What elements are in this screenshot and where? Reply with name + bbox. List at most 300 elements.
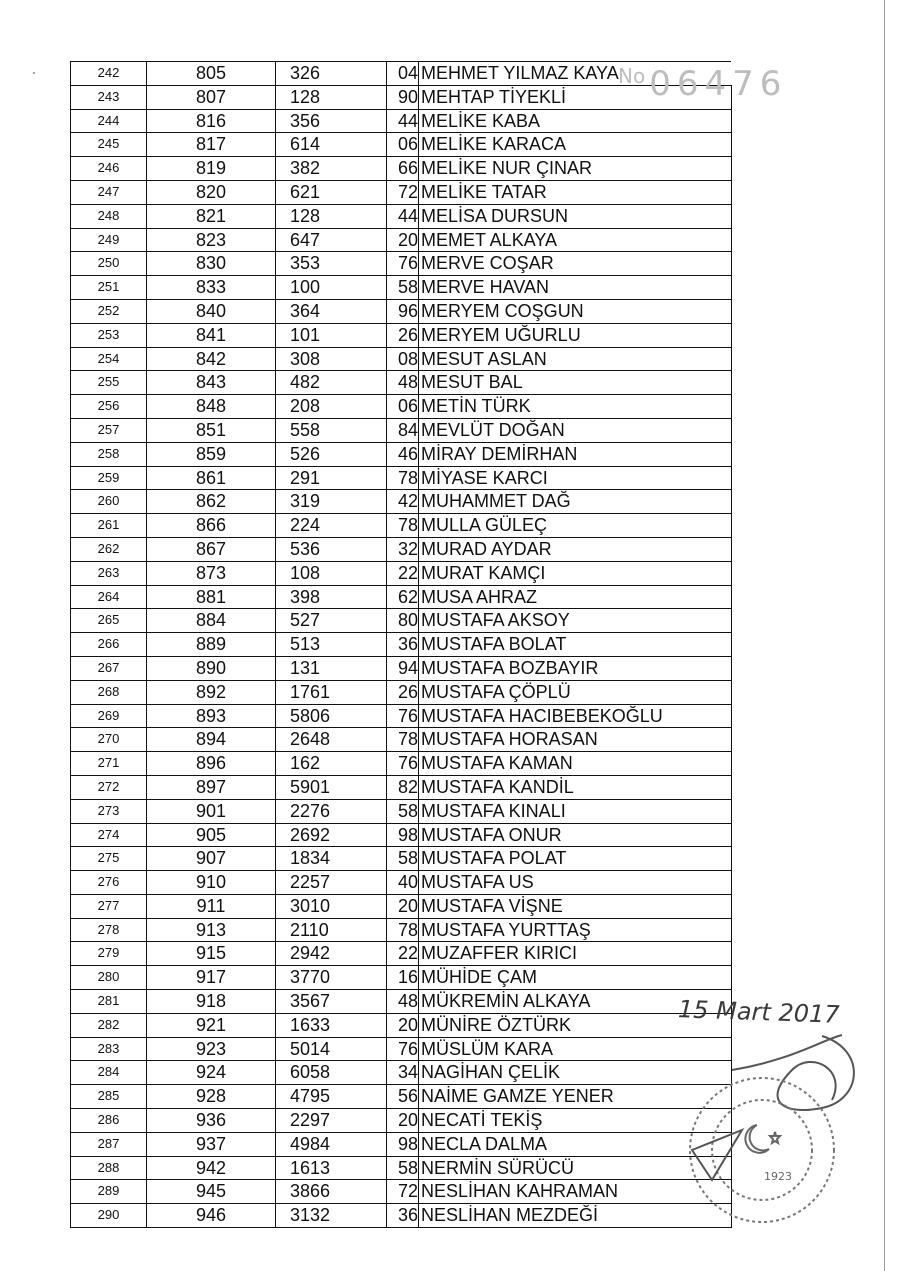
row-name-cell (392, 347, 731, 371)
table-row (71, 1156, 732, 1180)
table-row (71, 1180, 732, 1204)
row-name-cell (392, 323, 731, 347)
id-fragment-text: 2110 (290, 919, 329, 940)
id-tail: 44 (392, 205, 419, 228)
id-tail: 20 (392, 1109, 419, 1132)
row-index: 249 (71, 228, 147, 252)
row-id-fragment (276, 85, 387, 109)
id-fragment-text: 5806 (290, 705, 331, 726)
id-tail: 72 (392, 181, 419, 204)
row-number: 923 (147, 1037, 276, 1061)
row-id-fragment (276, 442, 387, 466)
row-index: 280 (71, 966, 147, 990)
row-name-cell (392, 514, 731, 538)
table-row (71, 847, 732, 871)
row-id-fragment (276, 180, 387, 204)
row-number: 823 (147, 228, 276, 252)
row-number: 896 (147, 752, 276, 776)
row-number: 936 (147, 1109, 276, 1133)
table-row (71, 323, 732, 347)
id-fragment-text: 291 (290, 467, 321, 488)
person-name: MERYEM UĞURLU (421, 324, 581, 345)
name-list-table (70, 61, 732, 1228)
row-index: 254 (71, 347, 147, 371)
row-name-cell (392, 966, 731, 990)
id-fragment-text: 2692 (290, 824, 331, 845)
row-number: 830 (147, 252, 276, 276)
row-index: 279 (71, 942, 147, 966)
id-tail: 22 (392, 942, 419, 965)
person-name: MURAT KAMÇI (421, 562, 546, 583)
row-index: 264 (71, 585, 147, 609)
id-tail: 62 (392, 586, 419, 609)
id-tail: 04 (392, 62, 419, 85)
person-name: MÜHİDE ÇAM (421, 967, 537, 988)
row-id-fragment (276, 728, 387, 752)
table-row (71, 204, 732, 228)
id-fragment-text: 3132 (290, 1205, 331, 1226)
row-number: 866 (147, 514, 276, 538)
person-name: MUSTAFA AKSOY (421, 610, 570, 631)
id-tail: 40 (392, 871, 419, 894)
id-fragment-text: 2297 (290, 1110, 331, 1131)
id-tail: 76 (392, 252, 419, 275)
row-name-cell (392, 823, 731, 847)
table-row (71, 442, 732, 466)
row-id-fragment (276, 966, 387, 990)
person-name: MELİKE NUR ÇINAR (421, 158, 593, 179)
row-number: 901 (147, 799, 276, 823)
id-fragment-text: 2942 (290, 943, 331, 964)
table-row (71, 228, 732, 252)
id-fragment-text: 2276 (290, 800, 331, 821)
row-number: 918 (147, 990, 276, 1014)
id-fragment-text: 614 (290, 134, 321, 155)
row-index: 242 (71, 62, 147, 86)
row-id-fragment (276, 395, 387, 419)
person-name: MESUT ASLAN (421, 348, 547, 369)
row-name-cell (392, 466, 731, 490)
id-tail: 58 (392, 847, 419, 870)
id-fragment-text: 5014 (290, 1038, 331, 1059)
table-row (71, 942, 732, 966)
table-row (71, 466, 732, 490)
id-fragment-text: 1633 (290, 1014, 331, 1035)
row-name-cell (392, 276, 731, 300)
row-index: 290 (71, 1204, 147, 1228)
row-number: 884 (147, 609, 276, 633)
row-name-cell (392, 180, 731, 204)
person-name: NERMİN SÜRÜCÜ (421, 1157, 574, 1178)
scan-speck (33, 72, 35, 74)
id-tail: 26 (392, 681, 419, 704)
table-row (71, 561, 732, 585)
row-number: 894 (147, 728, 276, 752)
row-number: 840 (147, 299, 276, 323)
id-fragment-text: 526 (290, 443, 321, 464)
row-index: 272 (71, 775, 147, 799)
table-row (71, 823, 732, 847)
id-fragment-text: 208 (290, 396, 321, 417)
id-fragment-text: 5901 (290, 776, 331, 797)
row-id-fragment (276, 823, 387, 847)
person-name: MUSTAFA ONUR (421, 824, 562, 845)
row-id-fragment (276, 157, 387, 181)
row-name-cell (392, 585, 731, 609)
table-row (71, 1204, 732, 1228)
row-name-cell (392, 537, 731, 561)
person-name: MUSTAFA KINALI (421, 800, 566, 821)
row-index: 258 (71, 442, 147, 466)
row-number: 911 (147, 894, 276, 918)
person-name: MUSA AHRAZ (421, 586, 538, 607)
id-fragment-text: 100 (290, 277, 321, 298)
table-row (71, 109, 732, 133)
row-id-fragment (276, 371, 387, 395)
id-fragment-text: 3567 (290, 991, 331, 1012)
id-fragment-text: 1613 (290, 1157, 331, 1178)
table-row (71, 966, 732, 990)
id-tail: 82 (392, 776, 419, 799)
row-index: 262 (71, 537, 147, 561)
person-name: MUHAMMET DAĞ (421, 491, 571, 512)
row-index: 289 (71, 1180, 147, 1204)
notary-seal (672, 1030, 872, 1230)
row-number: 893 (147, 704, 276, 728)
row-index: 252 (71, 299, 147, 323)
id-tail: 58 (392, 800, 419, 823)
id-tail: 80 (392, 609, 419, 632)
row-index: 251 (71, 276, 147, 300)
id-fragment-text: 326 (290, 63, 321, 83)
id-fragment-text: 131 (290, 657, 321, 678)
table-row (71, 894, 732, 918)
row-id-fragment (276, 561, 387, 585)
serial-prefix: No (618, 64, 646, 88)
table-row (71, 1085, 732, 1109)
id-fragment-text: 513 (290, 634, 321, 655)
row-number: 946 (147, 1204, 276, 1228)
id-tail: 48 (392, 990, 419, 1013)
table-row (71, 1013, 732, 1037)
row-id-fragment (276, 775, 387, 799)
row-id-fragment (276, 418, 387, 442)
id-tail: 76 (392, 705, 419, 728)
id-fragment-text: 4984 (290, 1133, 331, 1154)
row-id-fragment (276, 752, 387, 776)
row-index: 243 (71, 85, 147, 109)
table-row (71, 680, 732, 704)
person-name: MELİSA DURSUN (421, 205, 569, 226)
id-fragment-text: 319 (290, 491, 321, 512)
row-index: 247 (71, 180, 147, 204)
person-name: MERVE COŞAR (421, 253, 554, 274)
row-id-fragment (276, 1180, 387, 1204)
table-row (71, 299, 732, 323)
person-name: METİN TÜRK (421, 396, 531, 417)
row-name-cell (392, 299, 731, 323)
table-row (71, 609, 732, 633)
row-name-cell (392, 371, 731, 395)
person-name: NESLİHAN KAHRAMAN (421, 1181, 619, 1202)
row-index: 259 (71, 466, 147, 490)
row-number: 859 (147, 442, 276, 466)
row-name-cell (392, 157, 731, 181)
id-fragment-text: 356 (290, 110, 321, 131)
row-name-cell (392, 204, 731, 228)
id-tail: 08 (392, 348, 419, 371)
table-row (71, 656, 732, 680)
table-row (71, 752, 732, 776)
person-name: MUSTAFA POLAT (421, 848, 567, 869)
table-row (71, 490, 732, 514)
row-id-fragment (276, 490, 387, 514)
id-fragment-text: 162 (290, 753, 321, 774)
id-tail: 78 (392, 467, 419, 490)
id-tail: 90 (392, 86, 419, 109)
id-fragment-text: 482 (290, 372, 321, 393)
row-number: 905 (147, 823, 276, 847)
id-fragment-text: 647 (290, 229, 321, 250)
row-number: 937 (147, 1132, 276, 1156)
row-index: 286 (71, 1109, 147, 1133)
row-id-fragment (276, 228, 387, 252)
person-name: MELİKE KABA (421, 110, 541, 131)
row-number: 873 (147, 561, 276, 585)
row-number: 917 (147, 966, 276, 990)
table-row (71, 514, 732, 538)
row-id-fragment (276, 276, 387, 300)
id-tail: 36 (392, 1204, 419, 1227)
row-id-fragment (276, 871, 387, 895)
id-fragment-text: 128 (290, 205, 321, 226)
row-index: 256 (71, 395, 147, 419)
table-row (71, 1132, 732, 1156)
row-name-cell (392, 133, 731, 157)
row-name-cell (392, 942, 731, 966)
row-number: 843 (147, 371, 276, 395)
row-number: 833 (147, 276, 276, 300)
id-fragment-text: 128 (290, 86, 321, 107)
person-name: NAGİHAN ÇELİK (421, 1062, 561, 1083)
row-number: 816 (147, 109, 276, 133)
row-name-cell (392, 109, 731, 133)
table-row (71, 1109, 732, 1133)
name-list-body (71, 62, 732, 1228)
row-id-fragment (276, 633, 387, 657)
row-index: 260 (71, 490, 147, 514)
row-index: 267 (71, 656, 147, 680)
table-row (71, 585, 732, 609)
id-tail: 06 (392, 133, 419, 156)
row-id-fragment (276, 347, 387, 371)
row-number: 942 (147, 1156, 276, 1180)
row-number: 867 (147, 537, 276, 561)
id-tail: 78 (392, 728, 419, 751)
table-row (71, 347, 732, 371)
person-name: MEHTAP TİYEKLİ (421, 86, 567, 107)
serial-number: 06476 (649, 64, 788, 104)
row-index: 257 (71, 418, 147, 442)
row-id-fragment (276, 847, 387, 871)
row-index: 253 (71, 323, 147, 347)
row-id-fragment (276, 133, 387, 157)
row-number: 907 (147, 847, 276, 871)
id-tail: 26 (392, 324, 419, 347)
id-fragment-text: 3866 (290, 1181, 331, 1202)
person-name: MUSTAFA HORASAN (421, 729, 598, 750)
id-tail: 96 (392, 300, 419, 323)
row-index: 277 (71, 894, 147, 918)
id-tail: 46 (392, 443, 419, 466)
row-id-fragment (276, 1204, 387, 1228)
row-index: 263 (71, 561, 147, 585)
row-id-fragment (276, 942, 387, 966)
row-index: 278 (71, 918, 147, 942)
row-id-fragment (276, 1132, 387, 1156)
serial-number-stamp (618, 64, 787, 104)
person-name: MİRAY DEMİRHAN (421, 443, 578, 464)
id-tail: 06 (392, 395, 419, 418)
person-name: MESUT BAL (421, 372, 523, 393)
id-fragment-text: 3010 (290, 895, 331, 916)
row-name-cell (392, 847, 731, 871)
id-tail: 22 (392, 562, 419, 585)
row-name-cell (392, 799, 731, 823)
id-fragment-text: 2648 (290, 729, 331, 750)
row-number: 892 (147, 680, 276, 704)
person-name: NECATİ TEKİŞ (421, 1110, 543, 1131)
id-tail: 36 (392, 633, 419, 656)
id-tail: 78 (392, 919, 419, 942)
row-number: 851 (147, 418, 276, 442)
id-tail: 78 (392, 514, 419, 537)
row-number: 805 (147, 62, 276, 86)
id-tail: 32 (392, 538, 419, 561)
id-fragment-text: 382 (290, 158, 321, 179)
row-index: 261 (71, 514, 147, 538)
row-number: 889 (147, 633, 276, 657)
person-name: MUSTAFA BOLAT (421, 634, 567, 655)
table-row (71, 704, 732, 728)
person-name: MÜKREMİN ALKAYA (421, 991, 591, 1012)
row-id-fragment (276, 1061, 387, 1085)
seal-signature-loop (732, 1035, 854, 1110)
id-tail: 94 (392, 657, 419, 680)
row-id-fragment (276, 252, 387, 276)
row-number: 881 (147, 585, 276, 609)
row-name-cell (392, 633, 731, 657)
person-name: MİYASE KARCI (421, 467, 548, 488)
row-id-fragment (276, 585, 387, 609)
row-index: 281 (71, 990, 147, 1014)
person-name: NAİME GAMZE YENER (421, 1086, 614, 1107)
row-name-cell (392, 609, 731, 633)
row-id-fragment (276, 466, 387, 490)
id-fragment-text: 558 (290, 419, 321, 440)
person-name: MUSTAFA ÇÖPLÜ (421, 681, 571, 702)
table-row (71, 1037, 732, 1061)
row-number: 842 (147, 347, 276, 371)
row-index: 271 (71, 752, 147, 776)
row-number: 862 (147, 490, 276, 514)
table-row (71, 633, 732, 657)
row-number: 819 (147, 157, 276, 181)
row-index: 248 (71, 204, 147, 228)
row-id-fragment (276, 894, 387, 918)
id-tail: 20 (392, 229, 419, 252)
person-name: MUSTAFA YURTTAŞ (421, 919, 591, 940)
person-name: MURAD AYDAR (421, 538, 552, 559)
row-index: 244 (71, 109, 147, 133)
row-id-fragment (276, 680, 387, 704)
person-name: MUSTAFA US (421, 872, 534, 893)
row-index: 269 (71, 704, 147, 728)
id-fragment-text: 308 (290, 348, 321, 369)
id-tail: 20 (392, 1014, 419, 1037)
row-name-cell (392, 871, 731, 895)
id-tail: 16 (392, 966, 419, 989)
date-stamp: 15 Mart 2017 (677, 995, 841, 1029)
row-index: 270 (71, 728, 147, 752)
table-row (71, 799, 732, 823)
table-row (71, 418, 732, 442)
page-edge-line (884, 0, 885, 1271)
row-number: 921 (147, 1013, 276, 1037)
row-name-cell (392, 252, 731, 276)
person-name: MUSTAFA KANDİL (421, 776, 574, 797)
id-tail: 76 (392, 752, 419, 775)
row-id-fragment (276, 1037, 387, 1061)
id-fragment-text: 3770 (290, 967, 331, 988)
person-name: MERVE HAVAN (421, 277, 550, 298)
row-id-fragment (276, 799, 387, 823)
id-tail: 72 (392, 1180, 419, 1203)
person-name: MULLA GÜLEÇ (421, 515, 548, 536)
row-number: 928 (147, 1085, 276, 1109)
row-index: 285 (71, 1085, 147, 1109)
person-name: MUZAFFER KIRICI (421, 943, 577, 964)
person-name: MUSTAFA HACIBEBEKOĞLU (421, 705, 663, 726)
row-index: 275 (71, 847, 147, 871)
table-row (71, 728, 732, 752)
table-row (71, 180, 732, 204)
person-name: MEVLÜT DOĞAN (421, 419, 565, 440)
id-fragment-text: 398 (290, 586, 321, 607)
row-number: 910 (147, 871, 276, 895)
person-name: MUSTAFA VİŞNE (421, 895, 563, 916)
row-id-fragment (276, 1013, 387, 1037)
id-tail: 84 (392, 419, 419, 442)
row-number: 817 (147, 133, 276, 157)
id-fragment-text: 101 (290, 324, 321, 345)
person-name: MÜSLÜM KARA (421, 1038, 554, 1059)
seal-year: 1923 (764, 1170, 792, 1183)
table-row (71, 371, 732, 395)
row-id-fragment (276, 656, 387, 680)
row-id-fragment (276, 299, 387, 323)
person-name: MUSTAFA KAMAN (421, 753, 573, 774)
row-id-fragment (276, 609, 387, 633)
row-name-cell (392, 704, 731, 728)
person-name: NESLİHAN MEZDEĞİ (421, 1205, 599, 1226)
row-id-fragment (276, 109, 387, 133)
id-fragment-text: 353 (290, 253, 321, 274)
table-row (71, 133, 732, 157)
table-row (71, 252, 732, 276)
row-number: 924 (147, 1061, 276, 1085)
id-fragment-text: 4795 (290, 1086, 331, 1107)
